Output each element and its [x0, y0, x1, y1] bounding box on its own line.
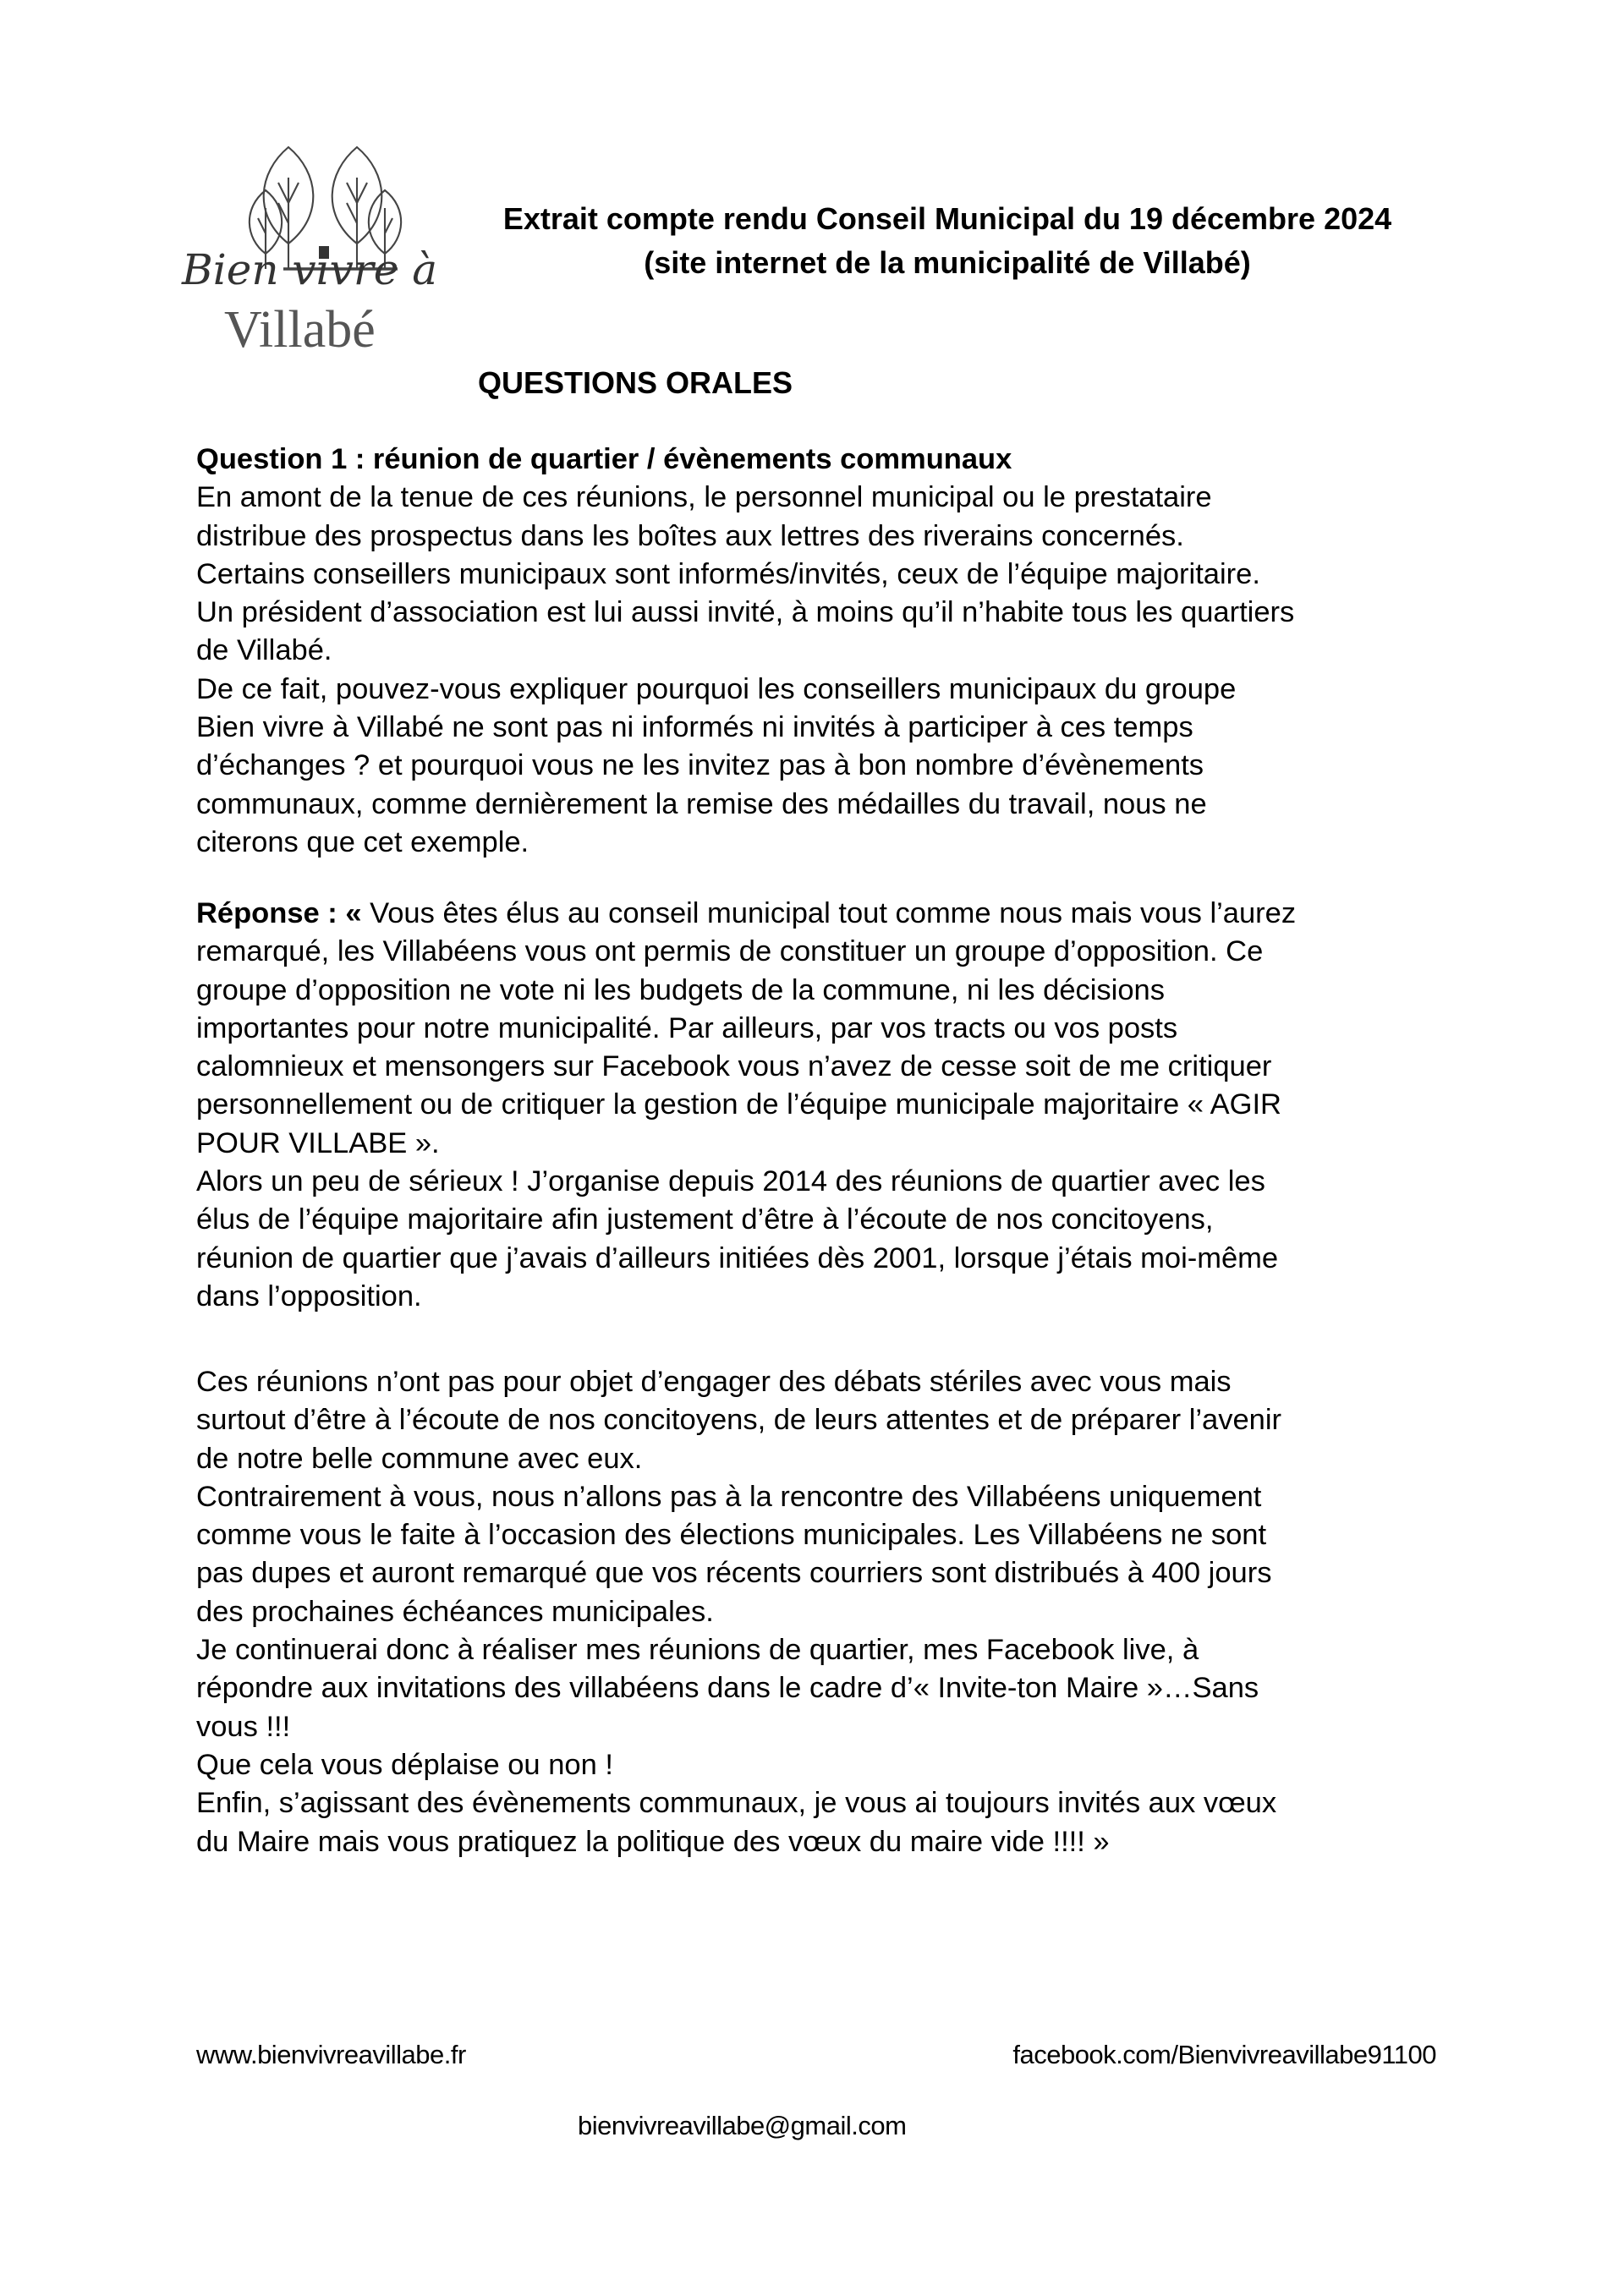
website-link[interactable]: www.bienvivreavillabe.fr [196, 2040, 466, 2069]
text-line: de notre belle commune avec eux. [196, 1442, 643, 1475]
text-line: groupe d’opposition ne vote ni les budgets de la commune, ni les décisions [196, 973, 1165, 1006]
logo-name-text: Villabé [224, 301, 376, 359]
response-first-line [196, 895, 1465, 933]
text-line: remarqué, les Villabéens vous ont permis de constituer un groupe d’opposition. Ce [196, 935, 1264, 968]
text-line: Que cela vous déplaise ou non ! [196, 1748, 613, 1781]
text-line: comme vous le faite à l’occasion des élections municipales. Les Villabéens ne sont [196, 1519, 1267, 1552]
text-line: d’échanges ? et pourquoi vous ne les invitez pas à bon nombre d’évènements [196, 749, 1204, 782]
response-text [196, 933, 1465, 1316]
response-block [196, 895, 1465, 1316]
text-line: élus de l’équipe majoritaire afin justement d’être à l’écoute de nos concitoyens, [196, 1203, 1214, 1236]
text-line: vous !!! [196, 1710, 291, 1743]
logo-script-text: Bien vivre à [182, 245, 438, 294]
text-line: Contrairement à vous, nous n’allons pas à la rencontre des Villabéens uniquement [196, 1480, 1262, 1513]
text-line: dans l’opposition. [196, 1280, 422, 1312]
question-title: Question 1 : réunion de quartier / évènements communaux [196, 443, 1012, 475]
question-text [196, 479, 1465, 862]
text-line: Un président d’association est lui aussi invité, à moins qu’il n’habite tous les quartiers [196, 596, 1295, 629]
text-line: calomnieux et mensongers sur Facebook vous n’avez de cesse soit de me critiquer [196, 1050, 1272, 1083]
text-line: distribue des prospectus dans les boîtes aux lettres des riverains concernés. [196, 519, 1184, 552]
document-title-line2: (site internet de la municipalité de Villabé) [644, 245, 1251, 280]
text-line: En amont de la tenue de ces réunions, le personnel municipal ou le prestataire [196, 481, 1212, 514]
text-line: POUR VILLABE ». [196, 1126, 440, 1159]
text-line: pas dupes et auront remarqué que vos récents courriers sont distribués à 400 jours [196, 1557, 1272, 1590]
text-line: réunion de quartier que j’avais d’ailleurs initiées dès 2001, lorsque j’étais moi-même [196, 1241, 1279, 1274]
text-line: Ces réunions n’ont pas pour objet d’engager des débats stériles avec vous mais [196, 1366, 1232, 1398]
response-block-2 [196, 1363, 1465, 1861]
response-first-line-text: Vous êtes élus au conseil municipal tout comme nous mais vous l’aurez [361, 897, 1297, 929]
response-label: Réponse : « [196, 897, 362, 929]
text-line: importantes pour notre municipalité. Par ailleurs, par vos tracts ou vos posts [196, 1011, 1178, 1044]
text-line: répondre aux invitations des villabéens dans le cadre d’« Invite-ton Maire »…Sans [196, 1672, 1259, 1705]
text-line: Enfin, s’agissant des évènements communaux, je vous ai toujours invités aux vœux [196, 1787, 1277, 1820]
response-text-2 [196, 1363, 1465, 1861]
logo [182, 127, 461, 372]
text-line: De ce fait, pouvez-vous expliquer pourquoi les conseillers municipaux du groupe [196, 672, 1237, 705]
text-line: du Maire mais vous pratiquez la politique des vœux du maire vide !!!! » [196, 1825, 1110, 1858]
facebook-link[interactable]: facebook.com/Bienvivreavillabe91100 [1012, 2040, 1436, 2069]
question-block [196, 441, 1465, 862]
text-line: citerons que cet exemple. [196, 825, 529, 858]
section-title: QUESTIONS ORALES [478, 365, 793, 400]
text-line: Certains conseillers municipaux sont informés/invités, ceux de l’équipe majoritaire. [196, 557, 1260, 590]
text-line: Bien vivre à Villabé ne sont pas ni informés ni invités à participer à ces temps [196, 711, 1193, 744]
text-line: Alors un peu de sérieux ! J’organise depuis 2014 des réunions de quartier avec les [196, 1165, 1265, 1198]
text-line: personnellement ou de critiquer la gestion de l’équipe municipale majoritaire « AGIR [196, 1088, 1281, 1121]
text-line: surtout d’être à l’écoute de nos concitoyens, de leurs attentes et de préparer l’avenir [196, 1404, 1282, 1437]
text-line: communaux, comme dernièrement la remise des médailles du travail, nous ne [196, 787, 1207, 820]
text-line: Je continuerai donc à réaliser mes réunions de quartier, mes Facebook live, à [196, 1634, 1199, 1667]
text-line: des prochaines échéances municipales. [196, 1595, 714, 1628]
text-line: de Villabé. [196, 634, 332, 667]
email-link[interactable]: bienvivreavillabe@gmail.com [578, 2111, 907, 2140]
document-title-line1: Extrait compte rendu Conseil Municipal du 19 décembre 2024 [502, 201, 1392, 236]
